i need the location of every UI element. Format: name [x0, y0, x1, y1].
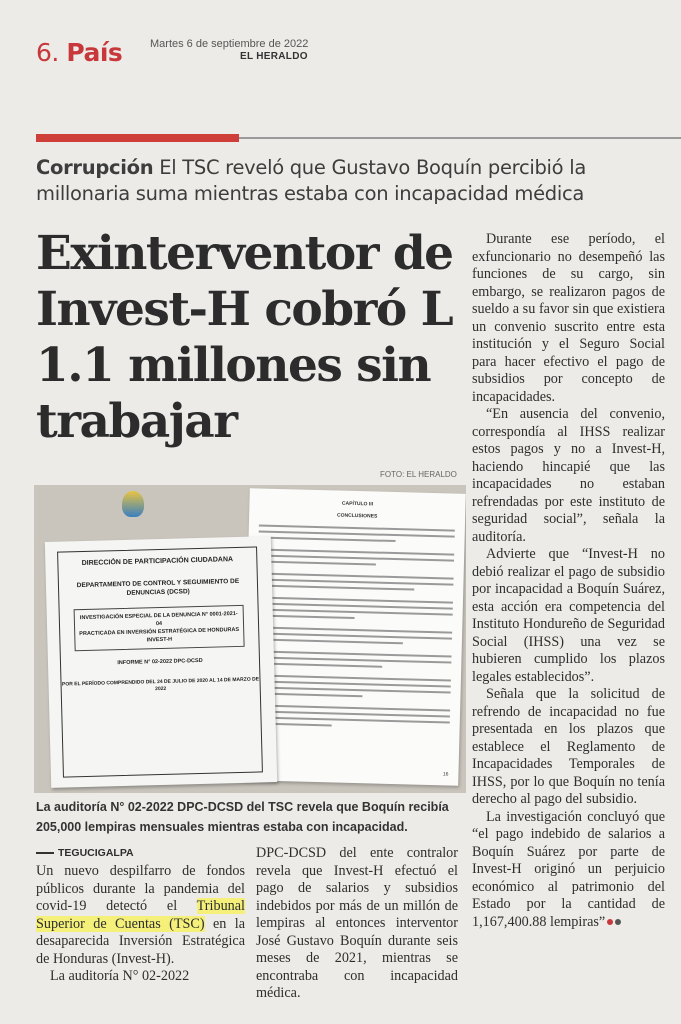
section-name: País — [66, 38, 123, 67]
article-photo — [34, 485, 466, 793]
section-rule-accent — [36, 134, 239, 142]
dateline-bar — [36, 852, 54, 854]
kicker-tag: Corrupción — [36, 156, 154, 179]
body-paragraph — [36, 863, 245, 968]
report-text-lines — [254, 524, 455, 729]
end-mark-icon — [615, 919, 621, 925]
dateline — [36, 845, 134, 863]
report-cover-frame — [57, 546, 263, 777]
body-column-3 — [472, 231, 665, 931]
headline: Exinterventor de Invest-H cobró L 1.1 millones sin trabajar — [36, 226, 453, 449]
newspaper-name: EL HERALDO — [240, 51, 308, 62]
cover-title: DIRECCIÓN DE PARTICIPACIÓN CIUDADANA — [81, 556, 234, 568]
kicker — [36, 155, 676, 207]
tsc-logo-icon — [122, 491, 144, 517]
body-text: La investigación concluyó que “el pago indebido de salarios a Boquín Suárez por parte de Invest-H originó un perjuicio económico al patrimonio del Estado por la cantidad de 1,167,400.88 lempiras” — [472, 808, 665, 930]
report-cover — [45, 536, 277, 788]
report-page-number: 16 — [442, 771, 449, 778]
photo-credit: FOTO: EL HERALDO — [380, 470, 457, 479]
cover-report-number: INFORME N° 02-2022 DPC-DCSD — [117, 657, 203, 667]
kicker-text: El TSC reveló que Gustavo Boquín percibió la millonaria suma mientras estaba con incapacidad médica — [36, 156, 586, 205]
report-conclusions-heading: CONCLUSIONES — [336, 512, 378, 520]
highlighted-text: Tribunal Superior de Cuentas (TSC) — [36, 898, 245, 932]
body-paragraph — [472, 809, 665, 932]
body-paragraph: Señala que la solicitud de refrendo de incapacidad no fue presentada en los plazos que establece el Reglamento de Incapacidades Temporales de IHSS, por lo que Boquín no tenía derecho al pago del subsidio. — [472, 686, 665, 807]
dateline-text: TEGUCIGALPA — [58, 847, 134, 859]
page-number: 6. — [36, 38, 59, 67]
body-column-1 — [36, 847, 245, 986]
cover-department: DEPARTAMENTO DE CONTROL Y SEGUIMIENTO DE DENUNCIAS (DCSD) — [76, 577, 240, 597]
body-paragraph: DPC-DCSD del ente contralor revela que Invest-H efectuó el pago de salarios y subsidios indebidos por más de un millón de lempiras al entonces interventor José Gustavo Boquín durante seis meses de 2021, mientras se encontraba con incapacidad médica. — [256, 845, 458, 1001]
body-column-2 — [256, 845, 458, 1003]
body-paragraph: La auditoría N° 02-2022 — [50, 968, 190, 984]
body-paragraph: “En ausencia del convenio, correspondía al IHSS realizar estos pagos y no a Invest-H, haciendo hincapié que las incapacidades no estaban refrendadas por este instituto de seguridad social”, señala la auditoría. — [472, 406, 665, 545]
cover-box: INVESTIGACIÓN ESPECIAL DE LA DENUNCIA N° 0001-2021-04 PRACTICADA EN INVERSIÓN ESTRATÉGICA DE HONDURAS INVEST-H — [74, 605, 245, 651]
issue-date: Martes 6 de septiembre de 2022 — [150, 38, 309, 50]
body-paragraph: Advierte que “Invest-H no debió realizar el pago de subsidio por incapacidad a Boquín Suárez, esta acción era competencia del Instituto Hondureño de Seguridad Social (IHSS) una vez se hubieren cumplido los plazos legales establecidos”. — [472, 546, 665, 685]
body-text: en la desaparecida Inversión Estratégica de Honduras (Invest-H). — [36, 915, 245, 967]
section-rule — [239, 137, 681, 139]
section-header — [36, 38, 122, 67]
body-paragraph: Durante ese período, el exfuncionario no desempeñó las funciones de su cargo, sin embargo, se realizaron pagos de sueldo a su favor sin que existiera un convenio suscrito entre esta institución y el Seguro Social para hacer efectivo el pago de subsidios por concepto de incapacidades. — [472, 231, 665, 405]
end-mark-icon — [607, 919, 613, 925]
cover-period: POR EL PERÍODO COMPRENDIDO DEL 24 DE JULIO DE 2020 AL 14 DE MARZO DE 2022 — [61, 676, 260, 693]
report-chapter: CAPÍTULO III — [341, 500, 374, 508]
body-text: Un nuevo despilfarro de fondos públicos durante la pandemia del covid-19 detectó el — [36, 863, 245, 914]
photo-caption: La auditoría N° 02-2022 DPC-DCSD del TSC revela que Boquín recibía 205,000 lempiras mensuales mientras estaba con incapacidad. — [36, 800, 449, 834]
